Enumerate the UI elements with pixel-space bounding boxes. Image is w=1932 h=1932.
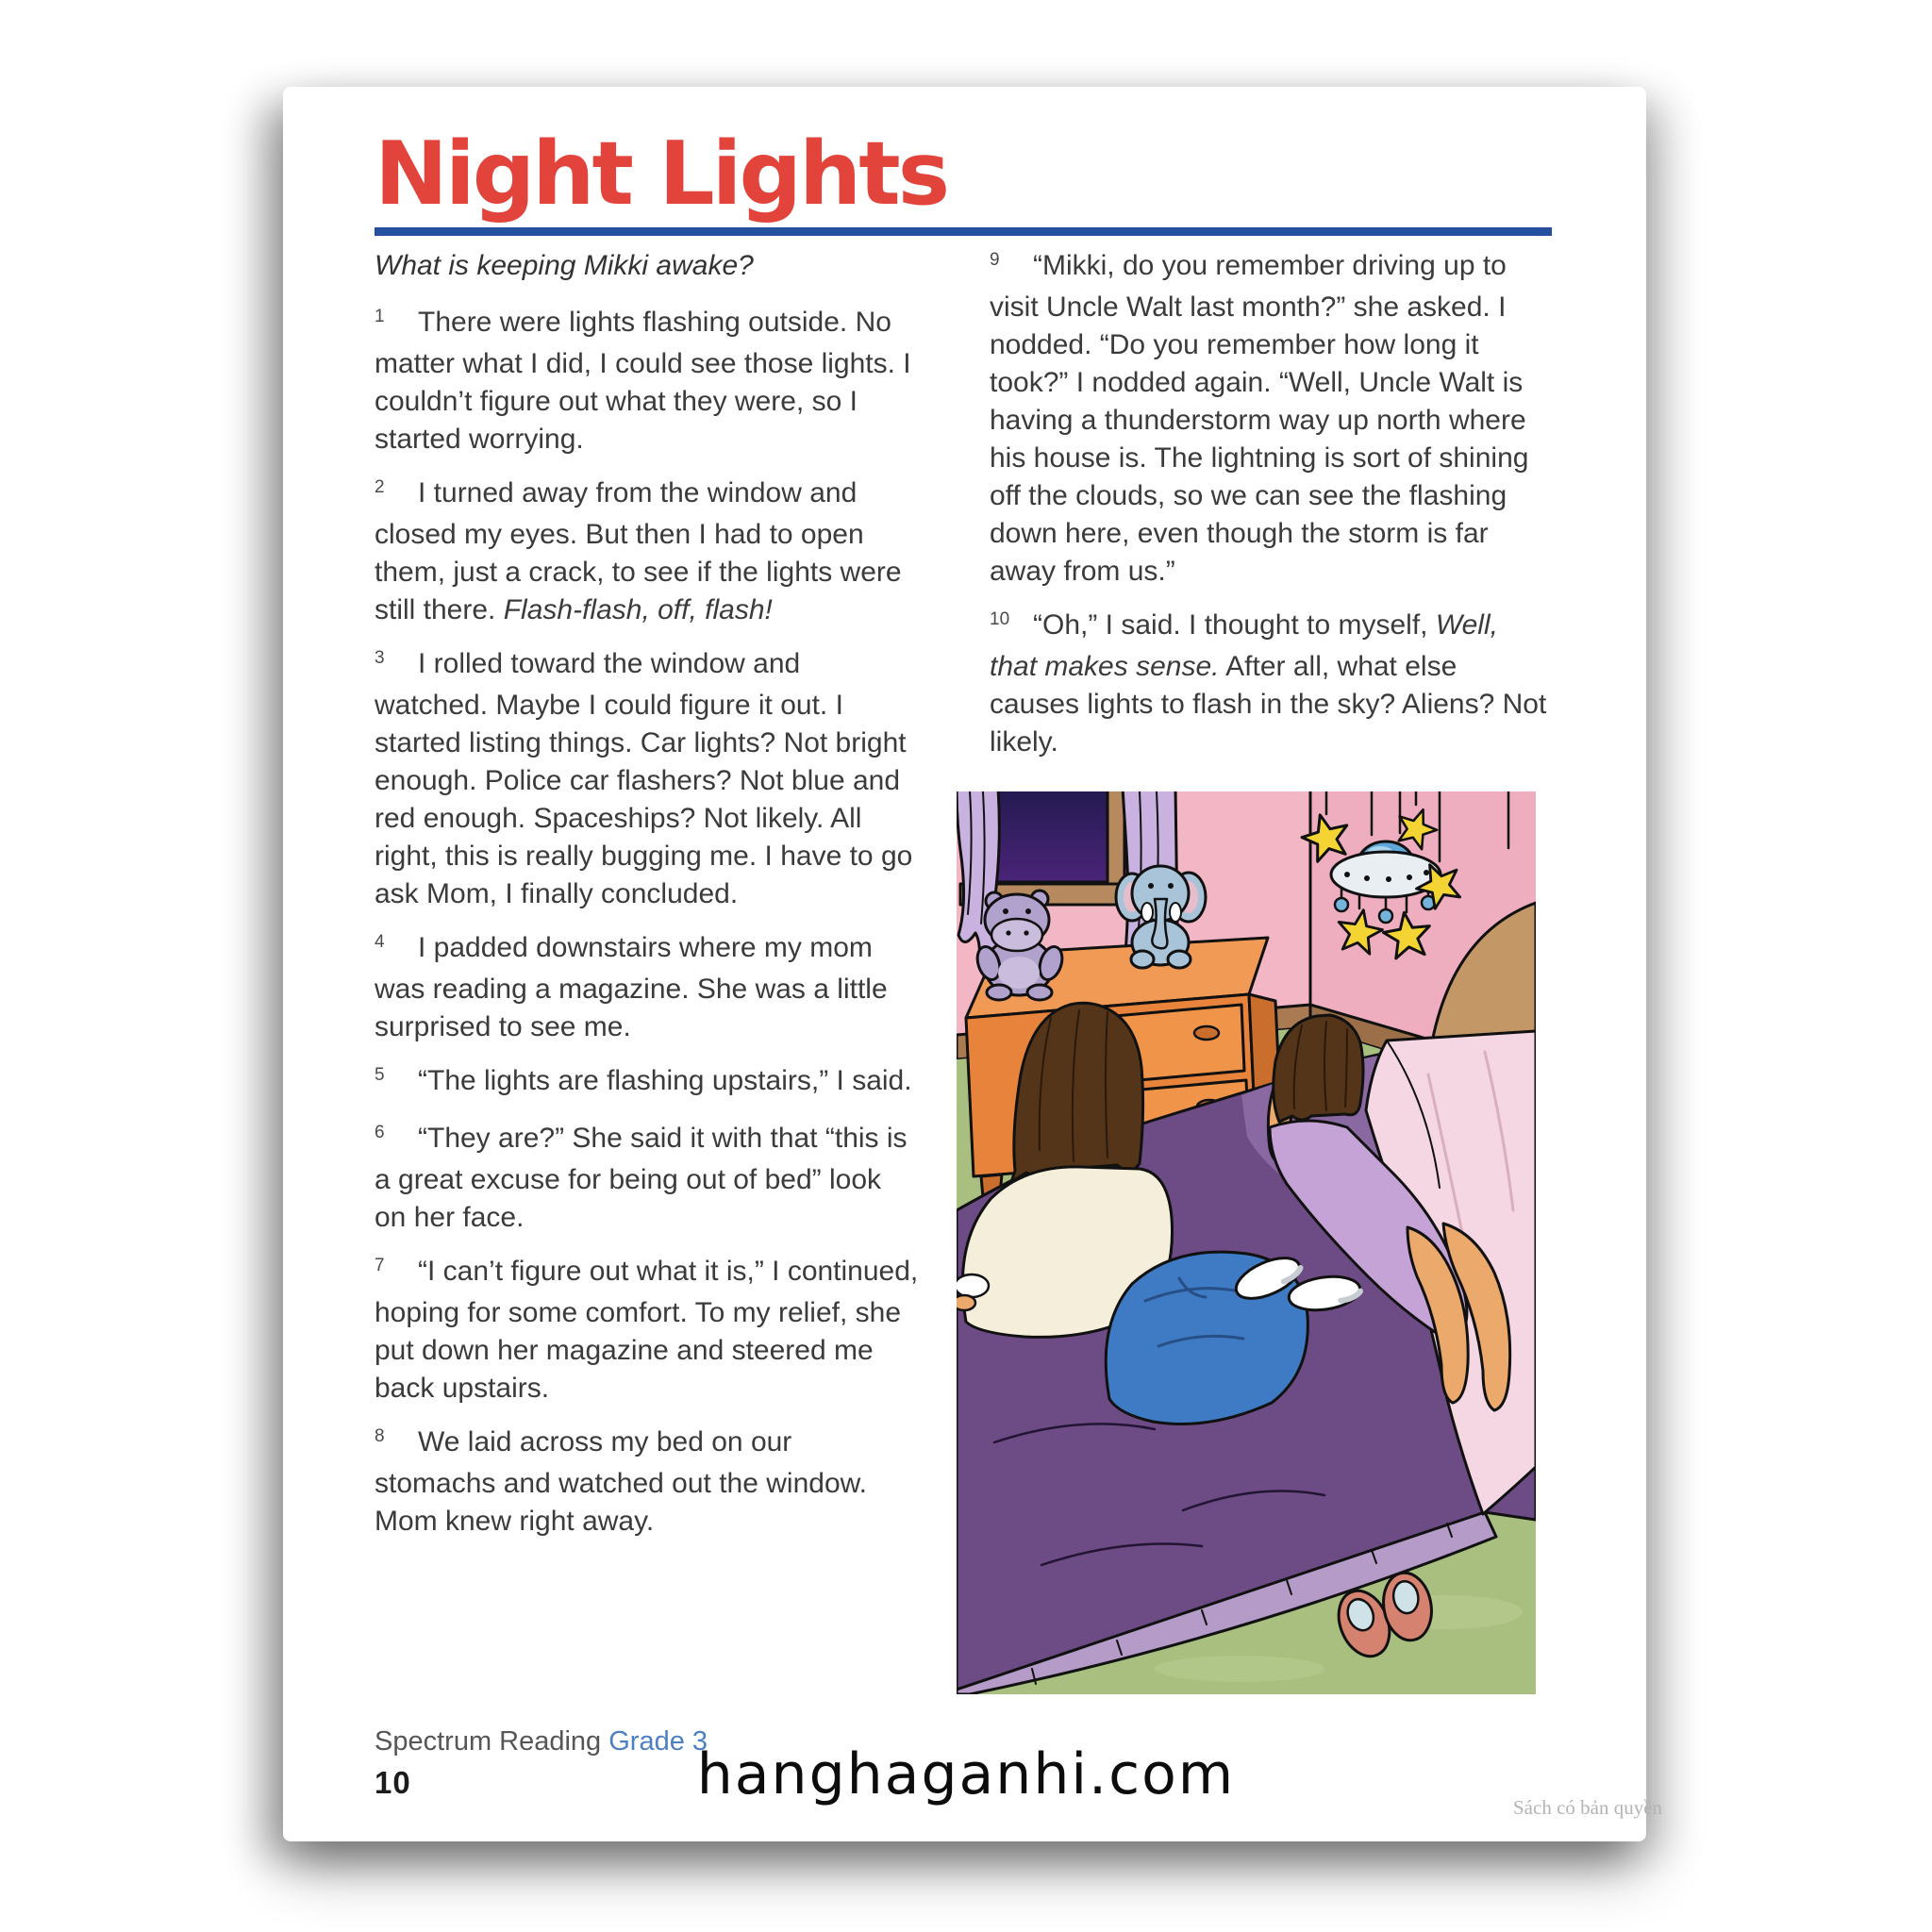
page-content bbox=[375, 87, 1552, 1694]
paragraph-number: 6 bbox=[375, 1123, 385, 1142]
paragraph-text: Flash-flash, off, flash! bbox=[503, 594, 773, 625]
paragraph bbox=[375, 304, 920, 458]
paragraph bbox=[375, 1253, 920, 1407]
paragraph-number: 5 bbox=[375, 1065, 385, 1085]
paragraph-number: 1 bbox=[375, 307, 385, 326]
paragraph-text: “I can’t figure out what it is,” I continued, hoping for some comfort. To my relief, she put down her magazine and steered me back upstairs. bbox=[375, 1256, 919, 1404]
bedroom-illustration bbox=[957, 791, 1536, 1694]
paragraph-text: There were lights flashing outside. No matter what I did, I could see those lights. I couldn’t figure out what they were, so I started worrying. bbox=[375, 307, 911, 455]
watermark: hanghaganhi.com bbox=[696, 1741, 1236, 1807]
paragraph-number: 7 bbox=[375, 1256, 385, 1275]
paragraph bbox=[990, 607, 1552, 761]
paragraph bbox=[375, 645, 920, 913]
intro-question: What is keeping Mikki awake? bbox=[375, 250, 754, 281]
grade-label: Grade 3 bbox=[608, 1726, 708, 1757]
book-page bbox=[283, 87, 1646, 1841]
paragraph bbox=[375, 1424, 920, 1541]
paragraph-number: 4 bbox=[375, 932, 385, 952]
paragraph-text: After all, what else causes lights to flash in the sky? Aliens? Not likely. bbox=[990, 651, 1547, 758]
copyright-note: Sách có bản quyền bbox=[1513, 1796, 1663, 1819]
paragraph bbox=[990, 247, 1552, 591]
paragraph-number: 3 bbox=[375, 648, 385, 668]
page-title: Night Lights bbox=[375, 123, 948, 225]
paragraph-text: “Mikki, do you remember driving up to visit Uncle Walt last month?” she asked. I nodded. “Do you remember how long it took?” I nodded again. “Well, Uncle Walt is having a thunderstorm way up north where his house is. The lightning is sort of shining off the clouds, so we can see the flashing down here, even though the storm is far away from us.” bbox=[990, 250, 1529, 587]
mobile-ball bbox=[1379, 909, 1392, 923]
text-columns bbox=[375, 247, 1552, 1694]
paragraph-number: 9 bbox=[990, 250, 1000, 270]
page-number: 10 bbox=[375, 1765, 411, 1800]
paragraph bbox=[375, 475, 920, 629]
paragraph-text: Well, that makes sense. bbox=[990, 609, 1498, 682]
paragraph bbox=[375, 1120, 920, 1237]
paragraph-text: We laid across my bed on our stomachs and watched out the window. Mom knew right away. bbox=[375, 1426, 867, 1537]
left-paragraphs bbox=[375, 304, 920, 1541]
paragraph bbox=[375, 1062, 920, 1104]
paragraph-number: 10 bbox=[990, 609, 1010, 629]
paragraph bbox=[375, 929, 920, 1046]
paragraph-text: “The lights are flashing upstairs,” I said. bbox=[418, 1065, 912, 1096]
series-name: Spectrum Reading bbox=[375, 1726, 602, 1757]
right-paragraphs bbox=[990, 247, 1552, 761]
paragraph-text: “Oh,” I said. I thought to myself, bbox=[1033, 609, 1436, 641]
mobile-ball bbox=[1335, 898, 1348, 911]
paragraph-text: “They are?” She said it with that “this is a great excuse for being out of bed” look on her face. bbox=[375, 1123, 908, 1233]
paragraph-number: 2 bbox=[375, 477, 385, 497]
left-column bbox=[375, 247, 920, 1694]
paragraph-text: I padded downstairs where my mom was reading a magazine. She was a little surprised to see me. bbox=[375, 932, 888, 1042]
right-column bbox=[990, 247, 1552, 1694]
series-label bbox=[375, 1726, 708, 1757]
paragraph-text: I turned away from the window and closed my eyes. But then I had to open them, just a crack, to see if the lights were still there. bbox=[375, 477, 902, 625]
paragraph-text: I rolled toward the window and watched. Maybe I could figure it out. I started listing things. Car lights? Not bright enough. Police car flashers? Not blue and red enough. Spaceships? Not likely. All right, this is really bugging me. I have to go ask Mom, I finally concluded. bbox=[375, 648, 913, 909]
paragraph-number: 8 bbox=[375, 1426, 385, 1446]
page-footer bbox=[375, 1726, 708, 1801]
title-underline bbox=[375, 227, 1552, 236]
